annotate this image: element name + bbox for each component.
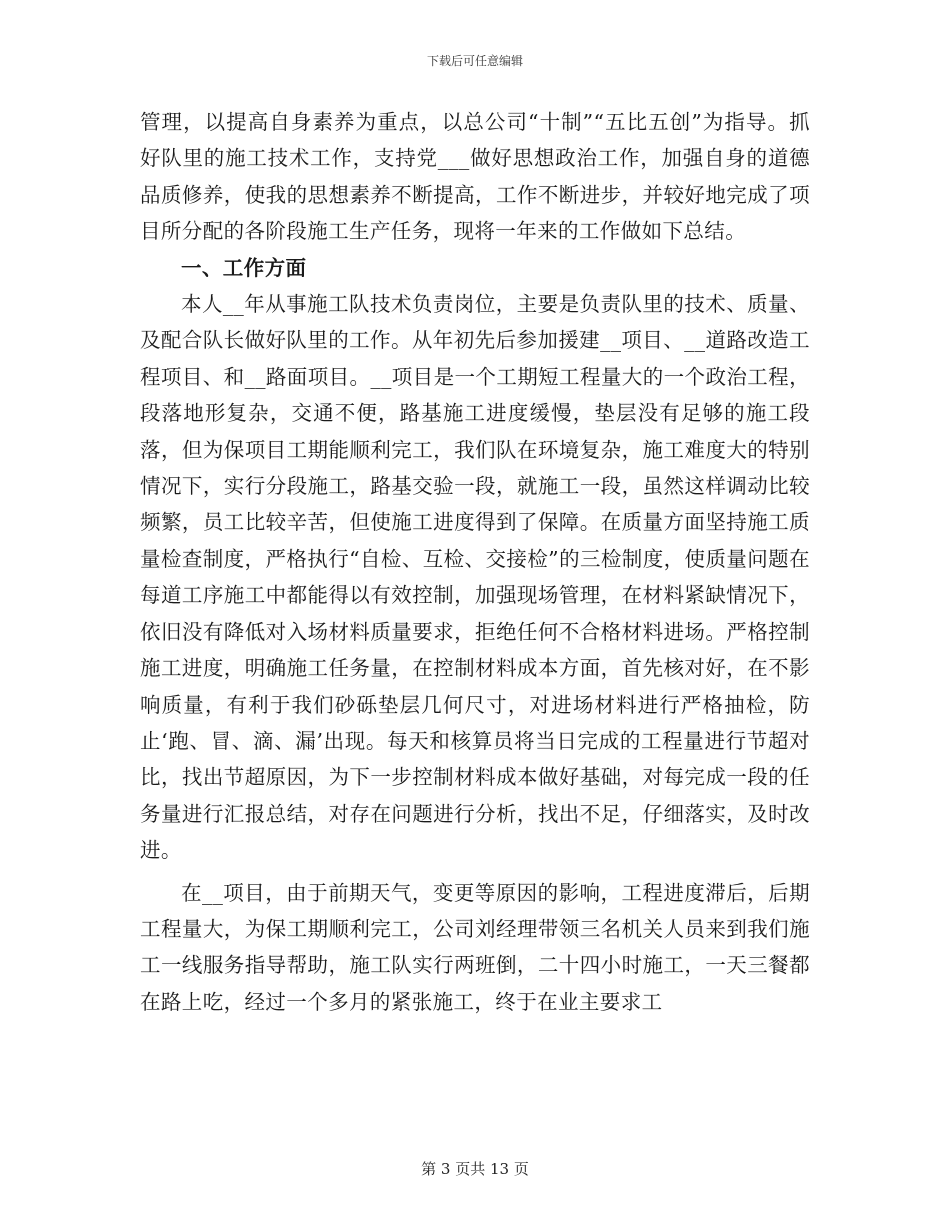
page-footer: 第 3 页共 13 页 <box>421 1160 529 1178</box>
document-body <box>140 104 810 1020</box>
paragraph-intro: 管理，以提高自身素养为重点，以总公司“十制”“五比五创”为指导。抓好队里的施工技术工作，支持党___做好思想政治工作，加强自身的道德品质修养，使我的思想素养不断提高，工作不断进步，并较好地完成了项目所分配的各阶段施工生产任务，现将一年来的工作做如下总结。 <box>140 110 810 244</box>
page-header: 下载后可任意编辑 <box>426 54 523 68</box>
paragraph-work: 本人__年从事施工队技术负责岗位，主要是负责队里的技术、质量、及配合队长做好队里的工作。从年初先后参加援建__项目、__道路改造工程项目、和__路面项目。__项目是一个工期短工程量大的一个政治工程，段落地形复杂，交通不便，路基施工进度缓慢，垫层没有足够的施工段落，但为保项目工期能顺利完工，我们队在环境复杂，施工难度大的特别情况下，实行分段施工，路基交验一段，就施工一段，虽然这样调动比较频繁，员工比较辛苦，但使施工进度得到了保障。在质量方面坚持施工质量检查制度，严格执行“自检、互检、交接检”的三检制度，使质量问题在每道工序施工中都能得以有效控制，加强现场管理，在材料紧缺情况下，依旧没有降低对入场材料质量要求，拒绝任何不合格材料进场。严格控制施工进度，明确施工任务量，在控制材料成本方面，首先核对好，在不影响质量，有利于我们砂砾垫层几何尺寸，对进场材料进行严格抽检，防止‘跑、冒、滴、漏’出现。每天和核算员将当日完成的工程量进行节超对比，找出节超原因，为下一步控制材料成本做好基础，对每完成一段的任务量进行汇报总结，对存在问题进行分析，找出不足，仔细落实，及时改进。 <box>140 292 810 863</box>
paragraph-project: 在__项目，由于前期天气，变更等原因的影响，工程进度滞后，后期工程量大，为保工期顺利完工，公司刘经理带领三名机关人员来到我们施工一线服务指导帮助，施工队实行两班倒，二十四小时施工，一天三餐都在路上吃，经过一个多月的紧张施工，终于在业主要求工 <box>140 880 810 1014</box>
section-heading: 一、工作方面 <box>181 255 307 280</box>
